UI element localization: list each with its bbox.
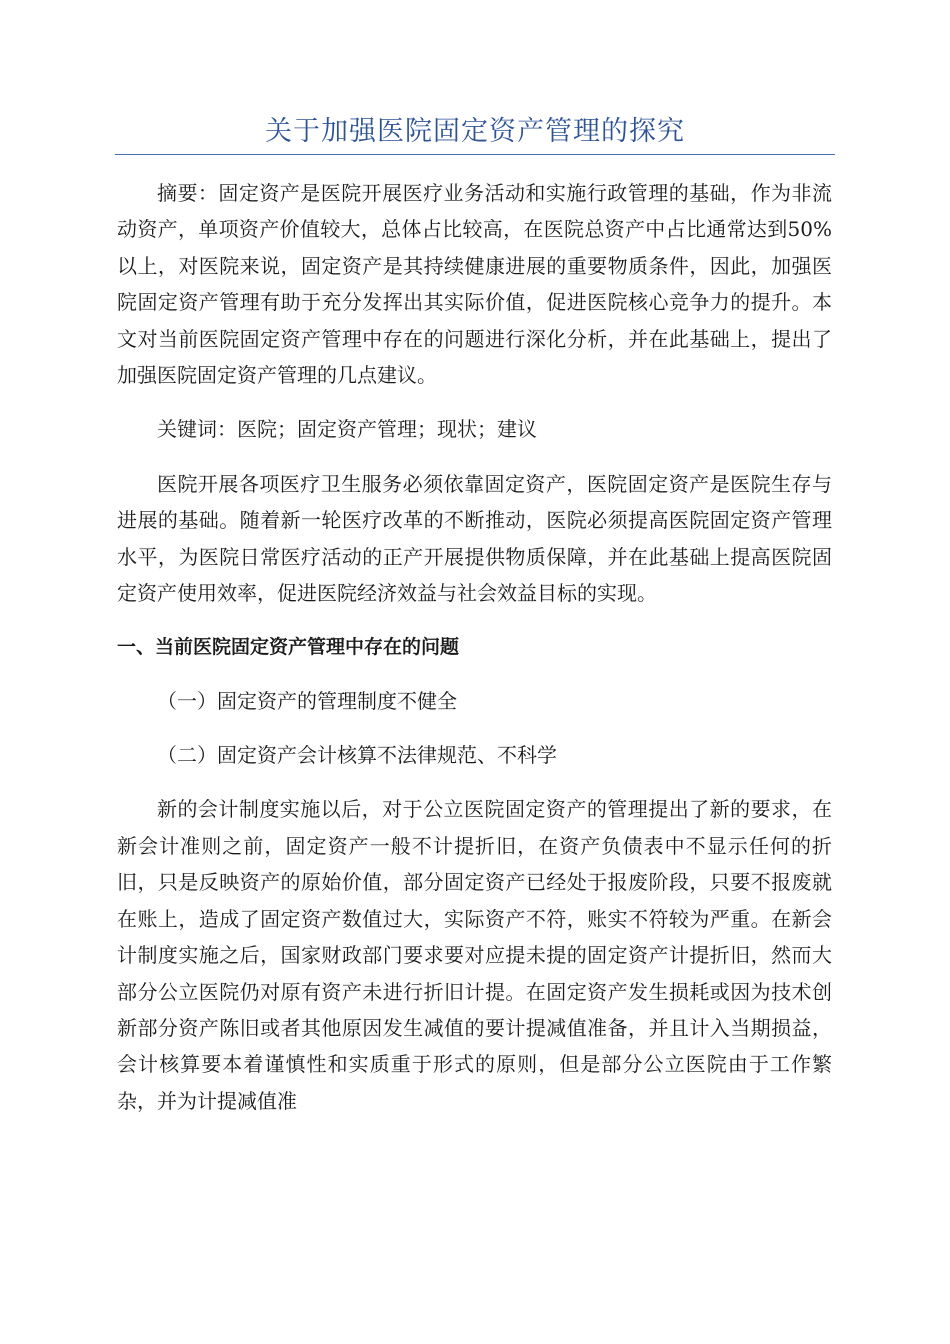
spacer: [117, 611, 832, 629]
body-paragraph: 新的会计制度实施以后，对于公立医院固定资产的管理提出了新的要求，在新会计准则之前，固定资产一般不计提折旧，在资产负债表中不显示任何的折旧，只是反映资产的原始价值，部分固定资产已经处于报废阶段，只要不报废就在账上，造成了固定资产数值过大，实际资产不符，账实不符较为严重。在新会计制度实施之后，国家财政部门要求要对应提未提的固定资产计提折旧，然而大部分公立医院仍对原有资产未进行折旧计提。在固定资产发生损耗或因为技术创新部分资产陈旧或者其他原因发生减值的要计提减值准备，并且计入当期损益，会计核算要本着谨慎性和实质重于形式的原则，但是部分公立医院由于工作繁杂，并为计提减值准: [117, 797, 832, 1113]
spacer: [117, 719, 832, 737]
spacer: [117, 393, 832, 411]
abstract-paragraph: 摘要：固定资产是医院开展医疗业务活动和实施行政管理的基础，作为非流动资产，单项资产价值较大，总体占比较高，在医院总资产中占比通常达到50%以上，对医院来说，固定资产是其持续健康进展的重要物质条件，因此，加强医院固定资产管理有助于充分发挥出其实际价值，促进医院核心竞争力的提升。本文对当前医院固定资产管理中存在的问题进行深化分析，并在此基础上，提出了加强医院固定资产管理的几点建议。: [117, 181, 832, 388]
keywords-paragraph: 关键词：医院；固定资产管理；现状；建议: [157, 417, 537, 442]
subsection-heading-1: （一）固定资产的管理制度不健全: [157, 689, 457, 714]
spacer: [117, 448, 832, 466]
spacer: [117, 665, 832, 683]
intro-paragraph: 医院开展各项医疗卫生服务必须依靠固定资产，医院固定资产是医院生存与进展的基础。随着新一轮医疗改革的不断推动，医院必须提高医院固定资产管理水平，为医院日常医疗活动的正产开展提供物质保障，并在此基础上提高医院固定资产使用效率，促进医院经济效益与社会效益目标的实现。: [117, 471, 832, 606]
title-underline: [115, 154, 835, 155]
section-heading: 一、当前医院固定资产管理中存在的问题: [117, 636, 460, 659]
spacer: [117, 773, 832, 791]
document-body: [117, 175, 832, 1119]
subsection-heading-2: （二）固定资产会计核算不法律规范、不科学: [157, 743, 557, 768]
document-title: 关于加强医院固定资产管理的探究: [265, 116, 685, 147]
